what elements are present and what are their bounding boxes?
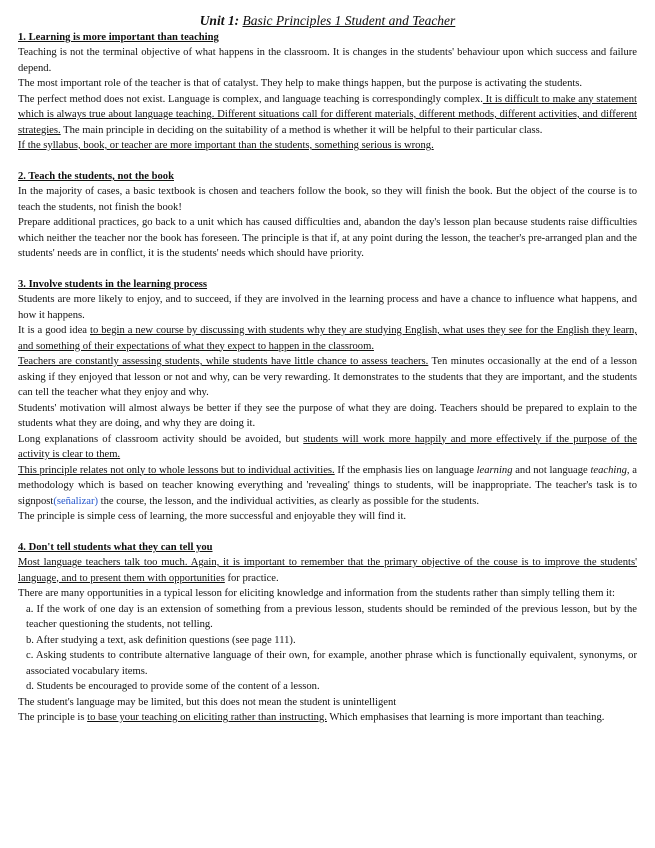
list-item: d. Students be encouraged to provide some of the content of a lesson. bbox=[26, 681, 320, 692]
section-4-paragraph: There are many opportunities in a typical lesson for eliciting knowledge and information from the students rather than simply telling them it: bbox=[18, 588, 615, 599]
elicitation-list bbox=[18, 602, 637, 695]
spacer bbox=[18, 154, 637, 170]
underlined-text: to begin a new course by discussing with students why they are studying English, what uses they see for the English they learn, and something of their expectations of what they expect to happen in the classroom. bbox=[18, 325, 637, 352]
section-3-paragraph bbox=[18, 432, 637, 463]
section-4-paragraph: The student's language may be limited, but this does not mean the student is unintelligent bbox=[18, 696, 397, 708]
section-3-heading: 3. Involve students in the learning process bbox=[18, 279, 208, 290]
underlined-text: students will work more happily and more effectively if the purpose of the activity is clear to them. bbox=[18, 433, 637, 460]
underlined-text: This principle relates not only to whole lessons but to individual activities. bbox=[18, 464, 335, 476]
list-item: c. Asking students to contribute alternative language of their own, for example, another phrase which is functionally equivalent, synonyms, or associated vocabulary items. bbox=[26, 650, 637, 677]
section-2-paragraph: Prepare additional practices, go back to a unit which has caused difficulties and, abandon the day's lesson plan because students raise difficulties which neither the teacher nor the book has foreseen. The principle is that if, at any point during the lesson, the teacher's pre-arranged plan and the students' needs are in conflict, it is the students' needs which should have priority. bbox=[18, 217, 637, 259]
section-1-conclusion: If the syllabus, book, or teacher are more important than the students, something serious is wrong. bbox=[18, 140, 434, 151]
underlined-text: Most language teachers talk too much. Again, it is important to remember that the primary objective of the couse is to improve the students' language, and to present them with opportunities bbox=[18, 557, 637, 584]
section-1-paragraph: The most important role of the teacher is that of catalyst. They help to make things happen, but the purpose is activating the students. bbox=[18, 78, 583, 89]
section-4-heading: 4. Don't tell students what they can tell you bbox=[18, 542, 213, 553]
underlined-text: It is difficult to make any statement which is always true about language teaching. Different situations call for different materials, different methods, different activities, and different strategies. bbox=[18, 93, 637, 136]
italic-text: learning bbox=[476, 464, 513, 476]
section-3-paragraph bbox=[18, 463, 637, 510]
text-run: The perfect method does not exist. Language is complex, and language teaching is correspondingly complex. bbox=[18, 93, 483, 105]
spacer bbox=[18, 525, 637, 541]
text-run: Which emphasises that learning is more important than teaching. bbox=[326, 712, 605, 723]
section-3-paragraph bbox=[18, 323, 637, 354]
italic-text: teaching, bbox=[590, 464, 630, 476]
underlined-text: Teachers are constantly assessing students, while students have little chance to assess teachers. bbox=[18, 356, 429, 367]
section-1-heading: 1. Learning is more important than teaching bbox=[18, 32, 219, 43]
section-3-paragraph: Students' motivation will almost always be better if they see the purpose of what they are doing. Teachers should be prepared to explain to the students what they are doing, and why they are doing it. bbox=[18, 402, 637, 429]
text-run: The principle is bbox=[18, 712, 88, 723]
section-2-heading: 2. Teach the students, not the book bbox=[18, 171, 174, 182]
spacer bbox=[18, 262, 637, 278]
title-subtitle: Basic Principles 1 Student and Teacher bbox=[242, 13, 456, 28]
list-item: a. If the work of one day is an extension of something from a previous lesson, students should be reminded of the previous lesson, but by the teacher questioning the students, not telling. bbox=[26, 603, 637, 630]
section-4-paragraph bbox=[18, 710, 637, 726]
section-2-paragraph: In the majority of cases, a basic textbook is chosen and teachers follow the book, so they will finish the book. But the object of the course is to teach the students, not finish the book! bbox=[18, 186, 637, 213]
title-prefix: Unit 1: bbox=[199, 13, 240, 28]
section-3-paragraph: The principle is simple cess of learning, the more successful and enjoyable they will find it. bbox=[18, 511, 407, 522]
text-run: for practice. bbox=[224, 572, 279, 584]
text-run: It is a good idea bbox=[18, 325, 90, 336]
text-run: Ten minutes occasionally at the end of a lesson asking if they enjoyed that lesson or not and why, can be very rewarding. It demonstrates to the students that they are important, and the students can tell the teacher what they enjoy and why. bbox=[18, 356, 638, 398]
list-item: b. After studying a text, ask definition questions (see page 111). bbox=[26, 634, 296, 646]
section-1-paragraph: Teaching is not the terminal objective of what happens in the classroom. It is changes in the students' behaviour upon which success and failure depend. bbox=[18, 47, 637, 74]
text-run: and not language bbox=[512, 464, 591, 476]
text-run: If the emphasis lies on language bbox=[334, 464, 477, 476]
section-1-paragraph bbox=[18, 92, 637, 139]
section-3-paragraph bbox=[18, 354, 637, 401]
text-run: The main principle in deciding on the suitability of a method is whether it will be helpful to their particular class. bbox=[60, 124, 543, 136]
page-title bbox=[18, 12, 637, 29]
underlined-text: to base your teaching on eliciting rather than instructing. bbox=[87, 712, 327, 723]
section-4-paragraph bbox=[18, 555, 637, 586]
translation-note: (señalizar) bbox=[53, 495, 99, 507]
section-3-paragraph: Students are more likely to enjoy, and to succeed, if they are involved in the learning process and have a chance to influence what happens, and how it happens. bbox=[18, 294, 637, 321]
text-run: the course, the lesson, and the individual activities, as clearly as possible for the students. bbox=[98, 495, 480, 507]
text-run: Long explanations of classroom activity should be avoided, but bbox=[18, 433, 304, 445]
text-run: a methodology which is based on teacher knowing everything and 'revealing' things to students, will be inappropriate. The teacher's task is to signpost bbox=[18, 464, 637, 507]
